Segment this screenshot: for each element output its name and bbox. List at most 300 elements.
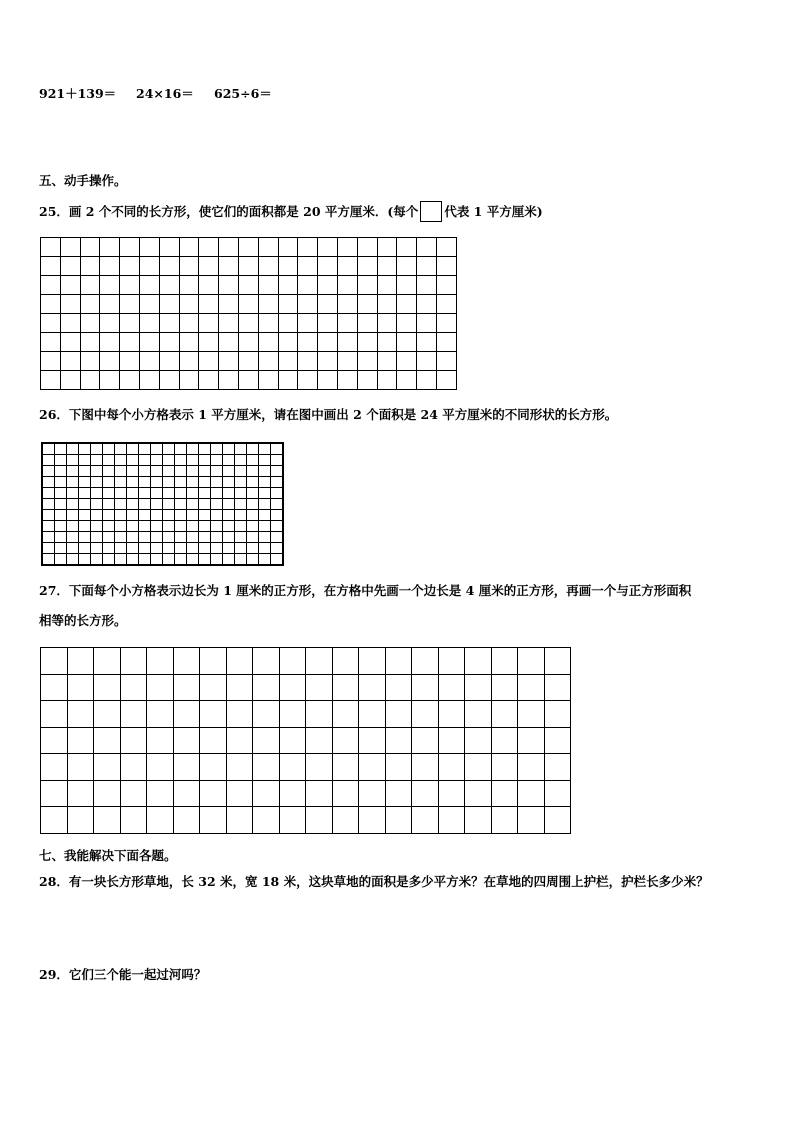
grid-cell[interactable] bbox=[199, 499, 211, 510]
grid-cell[interactable] bbox=[175, 443, 187, 455]
grid-cell[interactable] bbox=[359, 648, 386, 675]
grid-cell[interactable] bbox=[100, 352, 120, 371]
grid-cell[interactable] bbox=[253, 780, 280, 807]
grid-cell[interactable] bbox=[238, 352, 258, 371]
grid-cell[interactable] bbox=[211, 443, 223, 455]
grid-cell[interactable] bbox=[139, 455, 151, 466]
grid-cell[interactable] bbox=[318, 238, 338, 257]
grid-cell[interactable] bbox=[258, 314, 278, 333]
grid-cell[interactable] bbox=[103, 443, 115, 455]
grid-cell[interactable] bbox=[67, 466, 79, 477]
grid-cell[interactable] bbox=[80, 314, 100, 333]
grid-cell[interactable] bbox=[115, 443, 127, 455]
grid-cell[interactable] bbox=[259, 488, 271, 499]
grid-cell[interactable] bbox=[438, 727, 465, 754]
grid-cell[interactable] bbox=[258, 295, 278, 314]
grid-cell[interactable] bbox=[465, 701, 492, 728]
grid-cell[interactable] bbox=[438, 780, 465, 807]
grid-cell[interactable] bbox=[337, 257, 357, 276]
grid-cell[interactable] bbox=[436, 352, 456, 371]
grid-cell[interactable] bbox=[115, 455, 127, 466]
grid-cell[interactable] bbox=[175, 477, 187, 488]
grid-cell[interactable] bbox=[219, 238, 239, 257]
grid-cell[interactable] bbox=[226, 701, 253, 728]
grid-cell[interactable] bbox=[187, 510, 199, 521]
grid-cell[interactable] bbox=[120, 807, 147, 834]
grid-cell[interactable] bbox=[120, 727, 147, 754]
grid-cell[interactable] bbox=[491, 780, 518, 807]
grid-cell[interactable] bbox=[80, 257, 100, 276]
grid-cell[interactable] bbox=[278, 333, 298, 352]
grid-cell[interactable] bbox=[79, 554, 91, 566]
grid-cell[interactable] bbox=[79, 532, 91, 543]
grid-cell[interactable] bbox=[491, 701, 518, 728]
grid-cell[interactable] bbox=[417, 276, 437, 295]
grid-cell[interactable] bbox=[103, 510, 115, 521]
grid-cell[interactable] bbox=[306, 701, 333, 728]
grid-cell[interactable] bbox=[397, 333, 417, 352]
grid-cell[interactable] bbox=[42, 521, 55, 532]
grid-cell[interactable] bbox=[120, 780, 147, 807]
grid-cell[interactable] bbox=[199, 510, 211, 521]
grid-cell[interactable] bbox=[412, 807, 439, 834]
grid-cell[interactable] bbox=[127, 521, 139, 532]
grid-cell[interactable] bbox=[115, 499, 127, 510]
grid-cell[interactable] bbox=[238, 314, 258, 333]
grid-cell[interactable] bbox=[359, 701, 386, 728]
grid-cell[interactable] bbox=[318, 257, 338, 276]
grid-cell[interactable] bbox=[259, 499, 271, 510]
grid-cell[interactable] bbox=[223, 510, 235, 521]
grid-cell[interactable] bbox=[357, 257, 377, 276]
grid-cell[interactable] bbox=[199, 276, 219, 295]
grid-cell[interactable] bbox=[151, 488, 163, 499]
grid-cell[interactable] bbox=[60, 333, 80, 352]
grid-cell[interactable] bbox=[337, 295, 357, 314]
grid-cell[interactable] bbox=[79, 488, 91, 499]
grid-cell[interactable] bbox=[175, 499, 187, 510]
grid-cell[interactable] bbox=[318, 333, 338, 352]
grid-cell[interactable] bbox=[377, 314, 397, 333]
grid-cell[interactable] bbox=[438, 648, 465, 675]
grid-cell[interactable] bbox=[94, 648, 121, 675]
grid-cell[interactable] bbox=[55, 532, 67, 543]
grid-cell[interactable] bbox=[120, 238, 140, 257]
grid-cell[interactable] bbox=[41, 727, 68, 754]
grid-cell[interactable] bbox=[67, 727, 94, 754]
grid-cell[interactable] bbox=[359, 807, 386, 834]
grid-cell[interactable] bbox=[67, 455, 79, 466]
grid-cell[interactable] bbox=[247, 532, 259, 543]
grid-cell[interactable] bbox=[219, 257, 239, 276]
grid-cell[interactable] bbox=[238, 238, 258, 257]
grid-cell[interactable] bbox=[332, 754, 359, 781]
grid-cell[interactable] bbox=[67, 780, 94, 807]
grid-cell[interactable] bbox=[219, 314, 239, 333]
grid-cell[interactable] bbox=[41, 701, 68, 728]
grid-cell[interactable] bbox=[67, 443, 79, 455]
grid-cell[interactable] bbox=[279, 674, 306, 701]
grid-cell[interactable] bbox=[279, 648, 306, 675]
grid-cell[interactable] bbox=[518, 674, 545, 701]
grid-cell[interactable] bbox=[41, 648, 68, 675]
grid-cell[interactable] bbox=[436, 295, 456, 314]
grid-cell[interactable] bbox=[60, 257, 80, 276]
grid-cell[interactable] bbox=[139, 488, 151, 499]
grid-cell[interactable] bbox=[115, 466, 127, 477]
grid-cell[interactable] bbox=[139, 314, 159, 333]
grid-cell[interactable] bbox=[127, 466, 139, 477]
grid-cell[interactable] bbox=[247, 543, 259, 554]
grid-cell[interactable] bbox=[79, 521, 91, 532]
grid-cell[interactable] bbox=[173, 701, 200, 728]
grid-cell[interactable] bbox=[41, 257, 61, 276]
grid-cell[interactable] bbox=[80, 295, 100, 314]
grid-cell[interactable] bbox=[151, 510, 163, 521]
grid-cell[interactable] bbox=[67, 510, 79, 521]
grid-cell[interactable] bbox=[544, 674, 571, 701]
grid-cell[interactable] bbox=[298, 238, 318, 257]
grid-cell[interactable] bbox=[298, 257, 318, 276]
grid-cell[interactable] bbox=[151, 554, 163, 566]
grid-cell[interactable] bbox=[465, 780, 492, 807]
grid-cell[interactable] bbox=[235, 532, 247, 543]
grid-cell[interactable] bbox=[235, 554, 247, 566]
grid-cell[interactable] bbox=[491, 754, 518, 781]
grid-cell[interactable] bbox=[253, 674, 280, 701]
grid-cell[interactable] bbox=[199, 466, 211, 477]
grid-cell[interactable] bbox=[127, 455, 139, 466]
grid-cell[interactable] bbox=[417, 314, 437, 333]
grid-cell[interactable] bbox=[518, 727, 545, 754]
grid-cell[interactable] bbox=[103, 532, 115, 543]
grid-cell[interactable] bbox=[359, 727, 386, 754]
grid-cell[interactable] bbox=[41, 276, 61, 295]
grid-cell[interactable] bbox=[100, 295, 120, 314]
grid-cell[interactable] bbox=[67, 701, 94, 728]
grid-cell[interactable] bbox=[187, 455, 199, 466]
grid-cell[interactable] bbox=[179, 276, 199, 295]
grid-cell[interactable] bbox=[115, 488, 127, 499]
grid-cell[interactable] bbox=[438, 807, 465, 834]
grid-cell[interactable] bbox=[115, 510, 127, 521]
grid-cell[interactable] bbox=[253, 701, 280, 728]
grid-cell[interactable] bbox=[199, 371, 219, 390]
grid-cell[interactable] bbox=[417, 352, 437, 371]
grid-cell[interactable] bbox=[120, 257, 140, 276]
grid-cell[interactable] bbox=[377, 276, 397, 295]
grid-cell[interactable] bbox=[223, 466, 235, 477]
grid-cell[interactable] bbox=[120, 371, 140, 390]
grid-cell[interactable] bbox=[139, 532, 151, 543]
grid-cell[interactable] bbox=[91, 554, 103, 566]
grid-cell[interactable] bbox=[42, 455, 55, 466]
grid-cell[interactable] bbox=[120, 295, 140, 314]
grid-cell[interactable] bbox=[79, 510, 91, 521]
grid-cell[interactable] bbox=[259, 554, 271, 566]
grid-cell[interactable] bbox=[67, 754, 94, 781]
grid-cell[interactable] bbox=[151, 443, 163, 455]
grid-cell[interactable] bbox=[332, 807, 359, 834]
grid-cell[interactable] bbox=[318, 371, 338, 390]
grid-cell[interactable] bbox=[103, 521, 115, 532]
grid-cell[interactable] bbox=[100, 333, 120, 352]
grid-cell[interactable] bbox=[211, 510, 223, 521]
grid-cell[interactable] bbox=[187, 521, 199, 532]
grid-cell[interactable] bbox=[139, 510, 151, 521]
grid-cell[interactable] bbox=[436, 238, 456, 257]
grid-cell[interactable] bbox=[55, 477, 67, 488]
grid-cell[interactable] bbox=[163, 466, 175, 477]
grid-cell[interactable] bbox=[438, 674, 465, 701]
grid-cell[interactable] bbox=[491, 807, 518, 834]
grid-cell[interactable] bbox=[219, 333, 239, 352]
grid-cell[interactable] bbox=[259, 477, 271, 488]
grid-cell[interactable] bbox=[60, 371, 80, 390]
grid-cell[interactable] bbox=[139, 477, 151, 488]
grid-cell[interactable] bbox=[151, 543, 163, 554]
grid-cell[interactable] bbox=[94, 701, 121, 728]
grid-cell[interactable] bbox=[55, 521, 67, 532]
grid-cell[interactable] bbox=[103, 455, 115, 466]
grid-cell[interactable] bbox=[175, 455, 187, 466]
grid-cell[interactable] bbox=[226, 807, 253, 834]
grid-cell[interactable] bbox=[436, 276, 456, 295]
grid-cell[interactable] bbox=[465, 674, 492, 701]
grid-cell[interactable] bbox=[412, 648, 439, 675]
grid-cell[interactable] bbox=[199, 314, 219, 333]
grid-cell[interactable] bbox=[42, 554, 55, 566]
grid-cell[interactable] bbox=[238, 276, 258, 295]
grid-cell[interactable] bbox=[219, 295, 239, 314]
grid-cell[interactable] bbox=[235, 466, 247, 477]
grid-cell[interactable] bbox=[115, 543, 127, 554]
grid-cell[interactable] bbox=[259, 521, 271, 532]
grid-cell[interactable] bbox=[417, 371, 437, 390]
grid-cell[interactable] bbox=[159, 238, 179, 257]
grid-cell[interactable] bbox=[127, 532, 139, 543]
grid-cell[interactable] bbox=[271, 477, 284, 488]
grid-cell[interactable] bbox=[491, 648, 518, 675]
grid-cell[interactable] bbox=[271, 521, 284, 532]
grid-cell[interactable] bbox=[258, 257, 278, 276]
grid-cell[interactable] bbox=[120, 674, 147, 701]
grid-cell[interactable] bbox=[103, 554, 115, 566]
grid-cell[interactable] bbox=[278, 352, 298, 371]
grid-cell[interactable] bbox=[55, 510, 67, 521]
grid-cell[interactable] bbox=[211, 455, 223, 466]
grid-cell[interactable] bbox=[41, 238, 61, 257]
grid-cell[interactable] bbox=[258, 333, 278, 352]
grid-cell[interactable] bbox=[235, 443, 247, 455]
grid-cell[interactable] bbox=[147, 754, 174, 781]
grid-cell[interactable] bbox=[67, 543, 79, 554]
grid-cell[interactable] bbox=[60, 295, 80, 314]
grid-cell[interactable] bbox=[271, 499, 284, 510]
grid-cell[interactable] bbox=[235, 510, 247, 521]
grid-cell[interactable] bbox=[377, 333, 397, 352]
grid-cell[interactable] bbox=[211, 543, 223, 554]
grid-cell[interactable] bbox=[187, 477, 199, 488]
grid-cell[interactable] bbox=[179, 371, 199, 390]
grid-cell[interactable] bbox=[199, 477, 211, 488]
grid-cell[interactable] bbox=[332, 701, 359, 728]
grid-cell[interactable] bbox=[223, 499, 235, 510]
grid-cell[interactable] bbox=[337, 333, 357, 352]
grid-cell[interactable] bbox=[187, 466, 199, 477]
grid-cell[interactable] bbox=[259, 455, 271, 466]
grid-cell[interactable] bbox=[436, 371, 456, 390]
grid-cell[interactable] bbox=[147, 727, 174, 754]
grid-cell[interactable] bbox=[80, 371, 100, 390]
grid-cell[interactable] bbox=[247, 521, 259, 532]
grid-cell[interactable] bbox=[103, 488, 115, 499]
grid-cell[interactable] bbox=[173, 807, 200, 834]
grid-cell[interactable] bbox=[253, 754, 280, 781]
grid-cell[interactable] bbox=[271, 554, 284, 566]
grid-cell[interactable] bbox=[175, 554, 187, 566]
grid-cell[interactable] bbox=[173, 754, 200, 781]
grid-cell[interactable] bbox=[377, 371, 397, 390]
grid-cell[interactable] bbox=[199, 257, 219, 276]
grid-cell[interactable] bbox=[306, 648, 333, 675]
grid-cell[interactable] bbox=[271, 532, 284, 543]
grid-cell[interactable] bbox=[79, 543, 91, 554]
grid-cell[interactable] bbox=[318, 352, 338, 371]
grid-cell[interactable] bbox=[357, 333, 377, 352]
grid-cell[interactable] bbox=[127, 488, 139, 499]
grid-cell[interactable] bbox=[337, 314, 357, 333]
grid-cell[interactable] bbox=[100, 257, 120, 276]
grid-cell[interactable] bbox=[397, 314, 417, 333]
grid-question-26[interactable] bbox=[41, 442, 284, 566]
grid-cell[interactable] bbox=[357, 352, 377, 371]
grid-cell[interactable] bbox=[41, 754, 68, 781]
grid-cell[interactable] bbox=[377, 352, 397, 371]
grid-cell[interactable] bbox=[544, 780, 571, 807]
grid-cell[interactable] bbox=[173, 674, 200, 701]
grid-cell[interactable] bbox=[41, 295, 61, 314]
grid-cell[interactable] bbox=[91, 499, 103, 510]
grid-cell[interactable] bbox=[139, 554, 151, 566]
grid-cell[interactable] bbox=[41, 371, 61, 390]
grid-cell[interactable] bbox=[465, 807, 492, 834]
grid-cell[interactable] bbox=[42, 477, 55, 488]
grid-cell[interactable] bbox=[187, 532, 199, 543]
grid-cell[interactable] bbox=[357, 314, 377, 333]
grid-cell[interactable] bbox=[298, 295, 318, 314]
grid-cell[interactable] bbox=[41, 333, 61, 352]
grid-cell[interactable] bbox=[258, 352, 278, 371]
grid-cell[interactable] bbox=[279, 807, 306, 834]
grid-cell[interactable] bbox=[159, 257, 179, 276]
grid-cell[interactable] bbox=[518, 754, 545, 781]
grid-cell[interactable] bbox=[159, 295, 179, 314]
grid-cell[interactable] bbox=[211, 466, 223, 477]
grid-cell[interactable] bbox=[120, 754, 147, 781]
grid-cell[interactable] bbox=[60, 238, 80, 257]
grid-cell[interactable] bbox=[417, 333, 437, 352]
grid-cell[interactable] bbox=[41, 807, 68, 834]
grid-cell[interactable] bbox=[79, 499, 91, 510]
grid-cell[interactable] bbox=[235, 455, 247, 466]
grid-cell[interactable] bbox=[139, 257, 159, 276]
grid-cell[interactable] bbox=[67, 477, 79, 488]
grid-cell[interactable] bbox=[211, 499, 223, 510]
grid-cell[interactable] bbox=[42, 499, 55, 510]
grid-cell[interactable] bbox=[179, 295, 199, 314]
grid-cell[interactable] bbox=[60, 352, 80, 371]
grid-cell[interactable] bbox=[219, 371, 239, 390]
grid-cell[interactable] bbox=[80, 238, 100, 257]
grid-cell[interactable] bbox=[223, 477, 235, 488]
grid-cell[interactable] bbox=[139, 521, 151, 532]
grid-cell[interactable] bbox=[173, 780, 200, 807]
grid-cell[interactable] bbox=[385, 727, 412, 754]
grid-cell[interactable] bbox=[55, 466, 67, 477]
grid-cell[interactable] bbox=[247, 554, 259, 566]
grid-cell[interactable] bbox=[226, 727, 253, 754]
grid-cell[interactable] bbox=[100, 238, 120, 257]
grid-cell[interactable] bbox=[397, 371, 417, 390]
grid-cell[interactable] bbox=[200, 780, 227, 807]
grid-cell[interactable] bbox=[226, 780, 253, 807]
grid-cell[interactable] bbox=[491, 674, 518, 701]
grid-cell[interactable] bbox=[42, 532, 55, 543]
grid-cell[interactable] bbox=[223, 521, 235, 532]
grid-cell[interactable] bbox=[306, 780, 333, 807]
grid-cell[interactable] bbox=[223, 554, 235, 566]
grid-cell[interactable] bbox=[278, 238, 298, 257]
grid-cell[interactable] bbox=[151, 521, 163, 532]
grid-cell[interactable] bbox=[103, 543, 115, 554]
grid-cell[interactable] bbox=[94, 674, 121, 701]
grid-cell[interactable] bbox=[278, 371, 298, 390]
grid-cell[interactable] bbox=[187, 554, 199, 566]
grid-cell[interactable] bbox=[235, 499, 247, 510]
grid-cell[interactable] bbox=[438, 754, 465, 781]
grid-cell[interactable] bbox=[163, 499, 175, 510]
grid-cell[interactable] bbox=[55, 443, 67, 455]
grid-cell[interactable] bbox=[115, 554, 127, 566]
grid-cell[interactable] bbox=[211, 532, 223, 543]
grid-cell[interactable] bbox=[187, 543, 199, 554]
grid-cell[interactable] bbox=[223, 488, 235, 499]
grid-cell[interactable] bbox=[359, 674, 386, 701]
grid-cell[interactable] bbox=[544, 807, 571, 834]
grid-cell[interactable] bbox=[199, 295, 219, 314]
grid-cell[interactable] bbox=[377, 238, 397, 257]
grid-cell[interactable] bbox=[163, 488, 175, 499]
grid-cell[interactable] bbox=[518, 807, 545, 834]
grid-cell[interactable] bbox=[417, 295, 437, 314]
grid-cell[interactable] bbox=[357, 295, 377, 314]
grid-cell[interactable] bbox=[436, 333, 456, 352]
grid-cell[interactable] bbox=[147, 648, 174, 675]
grid-cell[interactable] bbox=[120, 701, 147, 728]
grid-cell[interactable] bbox=[42, 466, 55, 477]
grid-cell[interactable] bbox=[412, 674, 439, 701]
grid-cell[interactable] bbox=[226, 674, 253, 701]
grid-cell[interactable] bbox=[42, 543, 55, 554]
grid-cell[interactable] bbox=[139, 443, 151, 455]
grid-cell[interactable] bbox=[219, 276, 239, 295]
grid-cell[interactable] bbox=[438, 701, 465, 728]
grid-cell[interactable] bbox=[100, 276, 120, 295]
grid-cell[interactable] bbox=[187, 488, 199, 499]
grid-cell[interactable] bbox=[67, 488, 79, 499]
grid-cell[interactable] bbox=[223, 543, 235, 554]
